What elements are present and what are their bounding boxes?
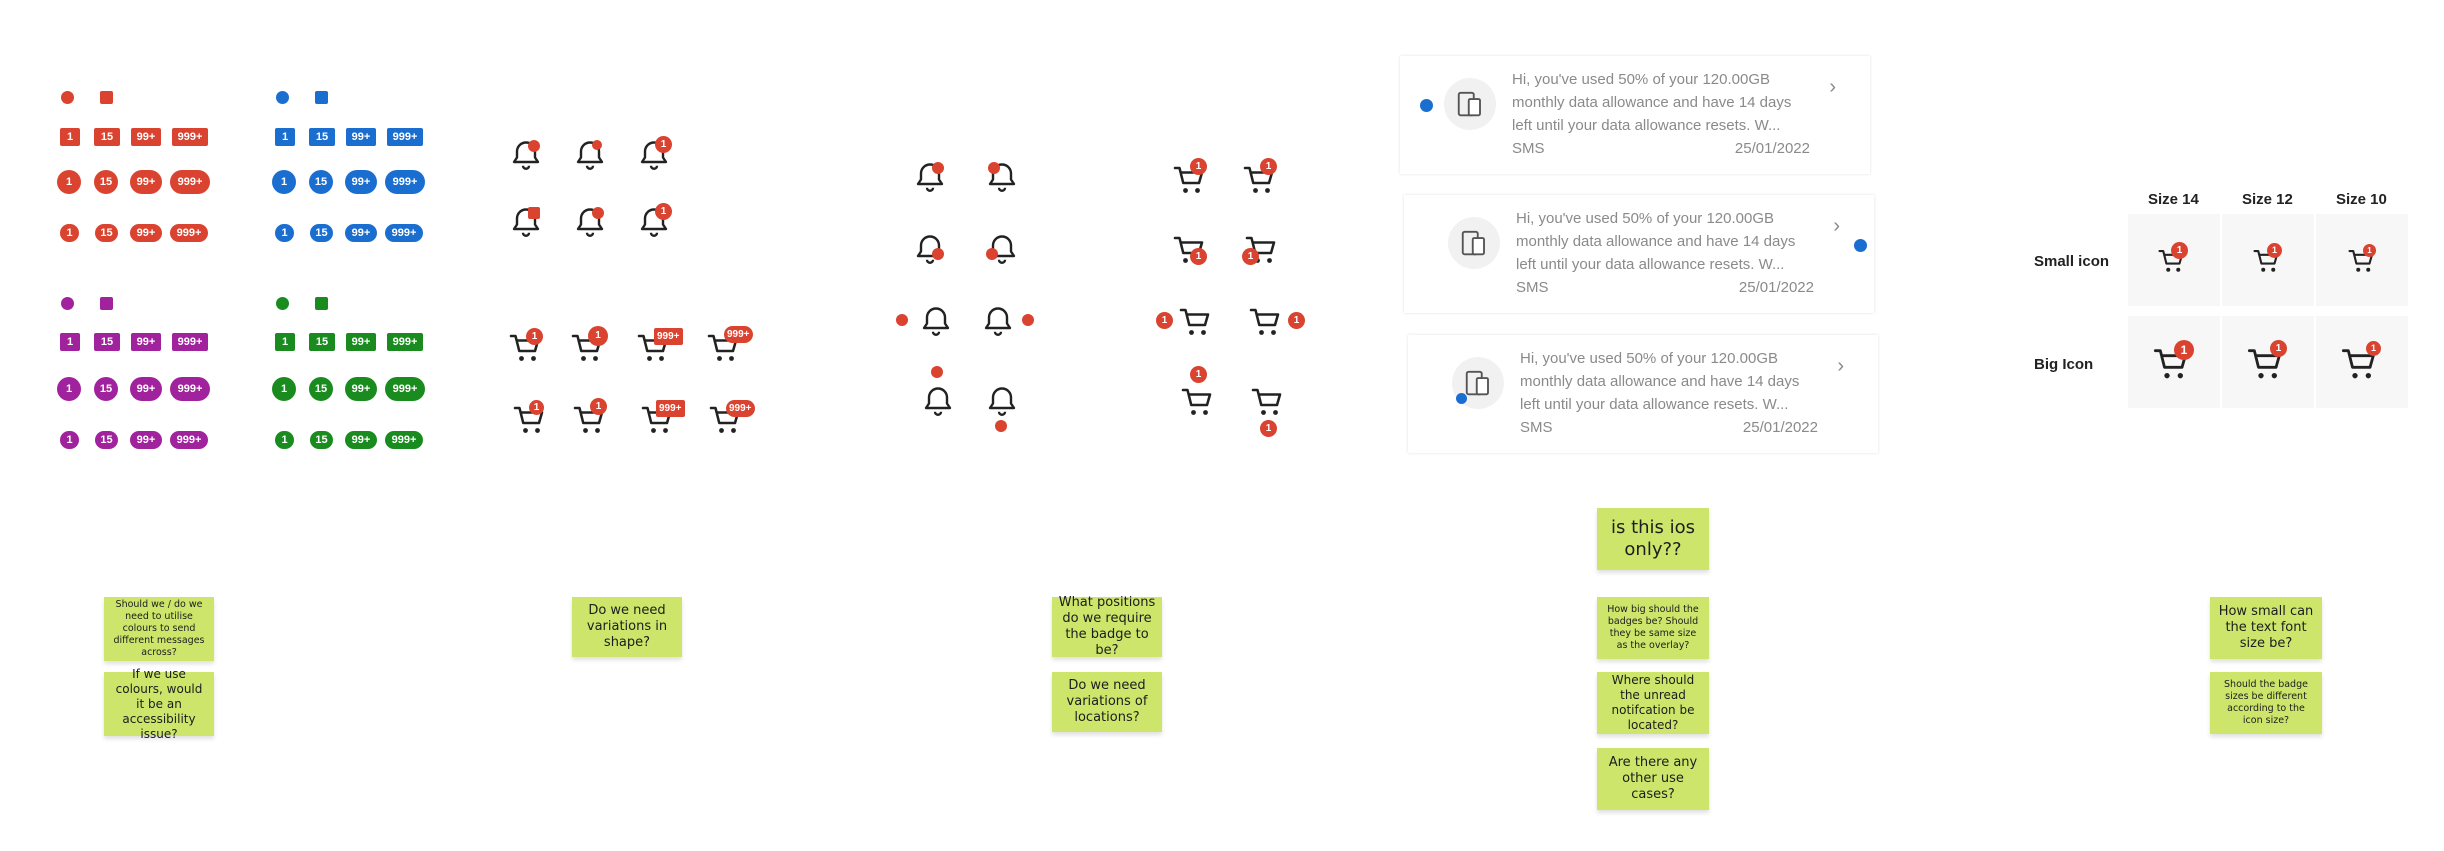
- dot-badge-bottom-right: [932, 248, 944, 260]
- cart-icon: [1244, 232, 1280, 268]
- cart-icon: [706, 329, 750, 366]
- chevron-right-icon[interactable]: ›: [1833, 215, 1840, 237]
- bell-icon: [572, 205, 608, 241]
- bell-icon: [508, 205, 544, 241]
- pill-badge-99: 99+: [130, 224, 162, 242]
- pill-badge-15: 15: [95, 224, 118, 242]
- dot-badge-top-right: [932, 162, 944, 174]
- rect-badge-999: 999+: [387, 333, 423, 351]
- chevron-right-icon[interactable]: ›: [1837, 355, 1844, 377]
- pill-badge-999: 999+: [385, 431, 423, 449]
- cart-icon-big: [2152, 344, 2192, 384]
- rect-badge-15: 15: [309, 333, 335, 351]
- bell-icon: [508, 138, 544, 174]
- notification-card[interactable]: [1404, 195, 1874, 313]
- cart-icon: [1248, 304, 1300, 340]
- notification-source: SMS: [1520, 419, 1553, 436]
- pill-badge-999: 999+: [385, 224, 423, 242]
- round-badge-99: 99+: [130, 377, 162, 401]
- count-badge-size-12: 1: [2270, 340, 2287, 357]
- pill-badge-99: 99+: [345, 224, 377, 242]
- pill-badge-99: 99+: [345, 431, 377, 449]
- devices-icon: [1463, 368, 1493, 398]
- sticky-note[interactable]: If we use colours, would it be an accessibility issue?: [104, 672, 214, 736]
- bell-icon: [918, 304, 954, 340]
- cart-icon-small: [2157, 246, 2187, 276]
- count-badge-size-10: 1: [2363, 244, 2376, 257]
- count-badge: 1: [588, 326, 608, 346]
- round-badge-99: 99+: [345, 377, 377, 401]
- rect-badge-1: 1: [60, 333, 80, 351]
- round-badge-999: 999+: [170, 377, 210, 401]
- rect-badge-99: 99+: [346, 128, 376, 146]
- device-avatar: [1444, 78, 1496, 130]
- count-badge-size-14: 1: [2171, 242, 2188, 259]
- dot-badge: [592, 207, 604, 219]
- cart-icon: [1250, 384, 1286, 434]
- count-badge: 999+: [724, 326, 753, 343]
- cart-icon: [636, 330, 680, 366]
- rect-badge-1: 1: [275, 128, 295, 146]
- dot-badge-bottom-left: [986, 248, 998, 260]
- sticky-note[interactable]: Are there any other use cases?: [1597, 748, 1709, 810]
- rect-badge-15: 15: [94, 333, 120, 351]
- bell-icon: [984, 232, 1020, 268]
- bell-icon: [636, 138, 672, 174]
- notification-card[interactable]: [1408, 335, 1878, 453]
- count-badge: 1: [590, 398, 607, 415]
- rect-badge-15: 15: [94, 128, 120, 146]
- square-badge-red: [100, 91, 113, 104]
- rect-badge-999: 999+: [172, 128, 208, 146]
- round-badge-1: 1: [272, 377, 296, 401]
- dot-badge-top: [931, 366, 943, 378]
- unread-indicator: [1456, 393, 1467, 404]
- bell-icon: [572, 138, 608, 174]
- round-badge-999: 999+: [170, 170, 210, 194]
- pill-badge-15: 15: [310, 224, 333, 242]
- count-badge-size-10: 1: [2366, 341, 2381, 356]
- column-header-size-10: Size 10: [2336, 191, 2387, 208]
- count-badge: 1: [655, 136, 672, 153]
- notification-date: 25/01/2022: [1734, 140, 1810, 157]
- dot-badge-right: [1022, 314, 1034, 326]
- devices-icon: [1455, 89, 1485, 119]
- rect-badge-1: 1: [275, 333, 295, 351]
- notification-card[interactable]: [1400, 56, 1870, 174]
- sticky-note[interactable]: Do we need variations in shape?: [572, 597, 682, 657]
- column-header-size-14: Size 14: [2148, 191, 2199, 208]
- cart-icon: [640, 402, 682, 438]
- dot-badge-green: [276, 297, 289, 310]
- rect-badge-99: 99+: [131, 333, 161, 351]
- count-badge-top: 1: [1190, 366, 1207, 383]
- count-badge: 999+: [656, 400, 685, 417]
- chevron-right-icon[interactable]: ›: [1829, 76, 1836, 98]
- sticky-note[interactable]: How small can the text font size be?: [2210, 597, 2322, 659]
- notification-message: Hi, you've used 50% of your 120.00GB monthly data allowance and have 14 days left until your data allowance resets. W...: [1512, 71, 1792, 134]
- cart-icon: [508, 330, 544, 366]
- notification-message: Hi, you've used 50% of your 120.00GB monthly data allowance and have 14 days left until your data allowance resets. W...: [1520, 350, 1800, 413]
- sticky-note[interactable]: Should we / do we need to utilise colours to send different messages across?: [104, 597, 214, 661]
- rect-badge-999: 999+: [172, 333, 208, 351]
- count-badge-top-right: 1: [1260, 158, 1277, 175]
- cart-icon: [1180, 369, 1216, 420]
- count-badge: 1: [526, 328, 543, 345]
- notification-message: Hi, you've used 50% of your 120.00GB monthly data allowance and have 14 days left until your data allowance resets. W...: [1516, 210, 1796, 273]
- notification-date: 25/01/2022: [1738, 279, 1814, 296]
- count-badge-bottom-right: 1: [1190, 248, 1207, 265]
- unread-indicator: [1854, 239, 1867, 252]
- bell-icon: [980, 304, 1016, 340]
- count-badge: 1: [529, 400, 544, 415]
- sticky-note[interactable]: Should the badge sizes be different according to the icon size?: [2210, 672, 2322, 734]
- sticky-note[interactable]: is this ios only??: [1597, 508, 1709, 570]
- cart-icon: [572, 402, 608, 438]
- unread-indicator: [1420, 99, 1433, 112]
- sticky-note[interactable]: Do we need variations of locations?: [1052, 672, 1162, 732]
- pill-badge-999: 999+: [170, 224, 208, 242]
- cart-icon: [512, 402, 548, 438]
- round-badge-15: 15: [309, 170, 333, 194]
- bell-icon: [912, 232, 948, 268]
- rect-badge-1: 1: [60, 128, 80, 146]
- sticky-note[interactable]: How big should the badges be? Should they be same size as the overlay?: [1597, 597, 1709, 659]
- rect-badge-99: 99+: [131, 128, 161, 146]
- pill-badge-1: 1: [60, 224, 79, 242]
- count-badge-size-14: 1: [2174, 340, 2194, 360]
- count-badge-top-right: 1: [1190, 158, 1207, 175]
- count-badge-left: 1: [1156, 312, 1173, 329]
- count-badge: 999+: [726, 400, 755, 417]
- cart-icon-big: [2246, 344, 2286, 384]
- sticky-note[interactable]: What positions do we require the badge to be?: [1052, 597, 1162, 657]
- round-badge-15: 15: [94, 170, 118, 194]
- square-badge: [528, 207, 540, 219]
- rect-badge-999: 999+: [387, 128, 423, 146]
- round-badge-999: 999+: [385, 377, 425, 401]
- dot-badge-purple: [61, 297, 74, 310]
- bell-icon: [984, 384, 1020, 420]
- pill-badge-999: 999+: [170, 431, 208, 449]
- notification-source: SMS: [1512, 140, 1545, 157]
- device-avatar: [1448, 217, 1500, 269]
- dot-badge-blue: [276, 91, 289, 104]
- cart-icon: [570, 330, 606, 366]
- column-header-size-12: Size 12: [2242, 191, 2293, 208]
- round-badge-1: 1: [57, 377, 81, 401]
- sticky-note[interactable]: Where should the unread notifcation be located?: [1597, 672, 1709, 734]
- notification-source: SMS: [1516, 279, 1549, 296]
- pill-badge-15: 15: [310, 431, 333, 449]
- round-badge-1: 1: [57, 170, 81, 194]
- bell-icon: [636, 205, 672, 241]
- cart-icon-small: [2252, 246, 2282, 276]
- notification-date: 25/01/2022: [1742, 419, 1818, 436]
- dot-badge-top-left: [988, 162, 1000, 174]
- bell-icon: [912, 160, 948, 196]
- pill-badge-15: 15: [95, 431, 118, 449]
- bell-icon: [984, 160, 1020, 196]
- count-badge-bottom: 1: [1260, 420, 1277, 437]
- cart-icon-small: [2347, 246, 2377, 276]
- pill-badge-99: 99+: [130, 431, 162, 449]
- pill-badge-1: 1: [60, 431, 79, 449]
- cart-icon-big: [2340, 344, 2380, 384]
- dot-badge-red: [61, 91, 74, 104]
- cart-icon: [708, 402, 752, 438]
- cart-icon: [1242, 162, 1278, 198]
- round-badge-999: 999+: [385, 170, 425, 194]
- square-badge-blue: [315, 91, 328, 104]
- round-badge-15: 15: [309, 377, 333, 401]
- dot-badge: [592, 140, 602, 150]
- devices-icon: [1459, 228, 1489, 258]
- round-badge-1: 1: [272, 170, 296, 194]
- count-badge-bottom-left: 1: [1242, 248, 1259, 265]
- rect-badge-99: 99+: [346, 333, 376, 351]
- count-badge-right: 1: [1288, 312, 1305, 329]
- round-badge-99: 99+: [130, 170, 162, 194]
- rect-badge-15: 15: [309, 128, 335, 146]
- pill-badge-1: 1: [275, 224, 294, 242]
- cart-icon: [1172, 162, 1208, 198]
- dot-badge-left: [896, 314, 908, 326]
- square-badge-green: [315, 297, 328, 310]
- count-badge: 1: [655, 203, 672, 220]
- dot-badge: [528, 140, 540, 152]
- row-header-big-icon: Big Icon: [2034, 356, 2094, 373]
- square-badge-purple: [100, 297, 113, 310]
- round-badge-15: 15: [94, 377, 118, 401]
- cart-icon: [1161, 304, 1214, 340]
- count-badge-size-12: 1: [2267, 243, 2282, 258]
- cart-icon: [1172, 232, 1208, 268]
- round-badge-99: 99+: [345, 170, 377, 194]
- row-header-small-icon: Small icon: [2034, 253, 2110, 270]
- bell-icon: [920, 384, 956, 420]
- count-badge: 999+: [654, 328, 683, 345]
- dot-badge-bottom: [995, 420, 1007, 432]
- pill-badge-1: 1: [275, 431, 294, 449]
